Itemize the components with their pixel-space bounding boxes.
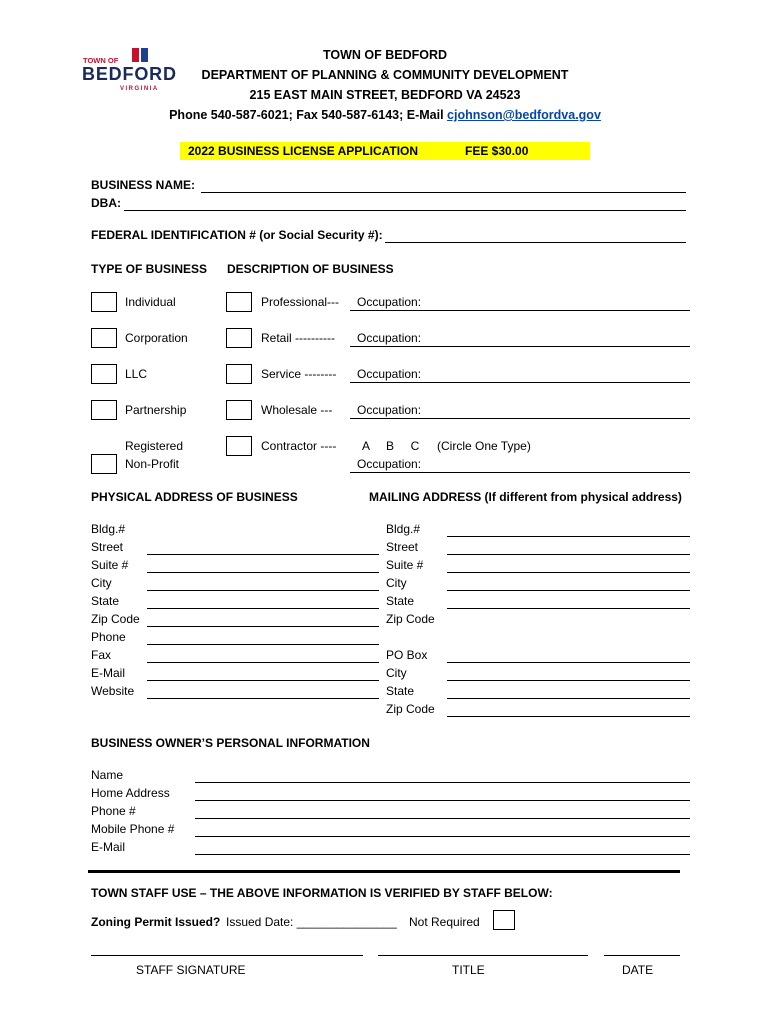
circle-one-type-note: (Circle One Type) bbox=[437, 439, 531, 453]
business-name-label: BUSINESS NAME: bbox=[91, 178, 196, 192]
owner-phone-label: Phone # bbox=[91, 804, 136, 818]
physical-email-label: E-Mail bbox=[91, 666, 126, 680]
mailing-state-field[interactable] bbox=[447, 608, 690, 609]
mailing-po-city-field[interactable] bbox=[447, 680, 690, 681]
physical-street-field[interactable] bbox=[147, 554, 379, 555]
owner-home-address-field[interactable] bbox=[195, 800, 690, 801]
retail-label: Retail ---------- bbox=[261, 331, 335, 345]
business-name-field[interactable] bbox=[201, 192, 686, 193]
service-occupation-field[interactable] bbox=[350, 382, 690, 383]
corporation-label: Corporation bbox=[125, 331, 188, 345]
mailing-city-label: City bbox=[386, 576, 407, 590]
email-link[interactable]: cjohnson@bedfordva.gov bbox=[447, 108, 601, 122]
owner-email-field[interactable] bbox=[195, 854, 690, 855]
header-phone-fax: Phone 540-587-6021; Fax 540-587-6143; E-Mail bbox=[169, 108, 448, 122]
physical-city-label: City bbox=[91, 576, 112, 590]
physical-phone-label: Phone bbox=[91, 630, 126, 644]
federal-id-label: FEDERAL IDENTIFICATION # (or Social Security #): bbox=[91, 228, 383, 242]
staff-section-divider bbox=[88, 870, 680, 873]
mailing-po-zip-label: Zip Code bbox=[386, 702, 435, 716]
occupation-label: Occupation: bbox=[357, 403, 422, 417]
staff-date-label: DATE bbox=[622, 963, 654, 977]
individual-label: Individual bbox=[125, 295, 176, 309]
mailing-suite-label: Suite # bbox=[386, 558, 424, 572]
physical-email-field[interactable] bbox=[147, 680, 379, 681]
wholesale-checkbox[interactable] bbox=[226, 400, 252, 420]
staff-title-field[interactable] bbox=[378, 955, 588, 956]
registered-nonprofit-checkbox[interactable] bbox=[91, 454, 117, 474]
dba-field[interactable] bbox=[124, 210, 686, 211]
logo-bedford: BEDFORD bbox=[82, 64, 176, 84]
staff-title-label: TITLE bbox=[452, 963, 485, 977]
mailing-po-box-field[interactable] bbox=[447, 662, 690, 663]
staff-date-field[interactable] bbox=[604, 955, 680, 956]
owner-home-address-label: Home Address bbox=[91, 786, 170, 800]
staff-signature-field[interactable] bbox=[91, 955, 363, 956]
owner-name-label: Name bbox=[91, 768, 124, 782]
issued-date-field[interactable]: Issued Date: _______________ bbox=[226, 915, 397, 929]
logo-town-of: TOWN OF bbox=[83, 56, 119, 65]
owner-phone-field[interactable] bbox=[195, 818, 690, 819]
physical-zip-field[interactable] bbox=[147, 626, 379, 627]
not-required-checkbox[interactable] bbox=[493, 910, 515, 930]
contractor-class-options[interactable]: A B C bbox=[362, 439, 420, 453]
occupation-label: Occupation: bbox=[357, 295, 422, 309]
staff-signature-label: STAFF SIGNATURE bbox=[136, 963, 246, 977]
physical-city-field[interactable] bbox=[147, 590, 379, 591]
mailing-street-field[interactable] bbox=[447, 554, 690, 555]
physical-state-label: State bbox=[91, 594, 120, 608]
mailing-bldg-field[interactable] bbox=[447, 536, 690, 537]
logo-virginia: VIRGINIA bbox=[120, 86, 159, 92]
mailing-suite-field[interactable] bbox=[447, 572, 690, 573]
professional-label: Professional--- bbox=[261, 295, 340, 309]
wholesale-occupation-field[interactable] bbox=[350, 418, 690, 419]
mailing-address-heading: MAILING ADDRESS (If different from physical address) bbox=[369, 490, 682, 504]
header-town: TOWN OF BEDFORD bbox=[322, 48, 448, 62]
professional-checkbox[interactable] bbox=[226, 292, 252, 312]
mailing-po-city-label: City bbox=[386, 666, 407, 680]
retail-checkbox[interactable] bbox=[226, 328, 252, 348]
physical-address-heading: PHYSICAL ADDRESS OF BUSINESS bbox=[91, 490, 298, 504]
header-department: DEPARTMENT OF PLANNING & COMMUNITY DEVELOPMENT bbox=[201, 68, 569, 82]
physical-suite-label: Suite # bbox=[91, 558, 129, 572]
physical-suite-field[interactable] bbox=[147, 572, 379, 573]
contractor-label: Contractor ---- bbox=[261, 439, 337, 453]
owner-email-label: E-Mail bbox=[91, 840, 126, 854]
description-of-business-heading: DESCRIPTION OF BUSINESS bbox=[227, 262, 394, 276]
header-contact bbox=[0, 108, 770, 122]
llc-label: LLC bbox=[125, 367, 148, 381]
professional-occupation-field[interactable] bbox=[350, 310, 690, 311]
service-label: Service -------- bbox=[261, 367, 337, 381]
header-address: 215 EAST MAIN STREET, BEDFORD VA 24523 bbox=[249, 88, 521, 102]
physical-fax-label: Fax bbox=[91, 648, 112, 662]
physical-website-label: Website bbox=[91, 684, 135, 698]
physical-zip-label: Zip Code bbox=[91, 612, 140, 626]
corporation-checkbox[interactable] bbox=[91, 328, 117, 348]
wholesale-label: Wholesale --- bbox=[261, 403, 333, 417]
nonprofit-label: Non-Profit bbox=[125, 457, 180, 471]
mailing-zip-label: Zip Code bbox=[386, 612, 435, 626]
not-required-label: Not Required bbox=[409, 915, 480, 929]
mailing-street-label: Street bbox=[386, 540, 419, 554]
dba-label: DBA: bbox=[91, 196, 121, 210]
owner-info-heading: BUSINESS OWNER’S PERSONAL INFORMATION bbox=[91, 736, 370, 750]
llc-checkbox[interactable] bbox=[91, 364, 117, 384]
registered-label: Registered bbox=[125, 439, 184, 453]
service-checkbox[interactable] bbox=[226, 364, 252, 384]
physical-street-label: Street bbox=[91, 540, 124, 554]
application-title: 2022 BUSINESS LICENSE APPLICATION bbox=[188, 144, 419, 158]
mailing-po-state-field[interactable] bbox=[447, 698, 690, 699]
mailing-po-box-label: PO Box bbox=[386, 648, 428, 662]
staff-use-heading: TOWN STAFF USE – THE ABOVE INFORMATION IS VERIFIED BY STAFF BELOW: bbox=[91, 886, 553, 900]
physical-bldg-label: Bldg.# bbox=[91, 522, 126, 536]
owner-mobile-label: Mobile Phone # bbox=[91, 822, 175, 836]
physical-state-field[interactable] bbox=[147, 608, 379, 609]
mailing-bldg-label: Bldg.# bbox=[386, 522, 421, 536]
application-fee: FEE $30.00 bbox=[465, 144, 529, 158]
individual-checkbox[interactable] bbox=[91, 292, 117, 312]
mailing-po-state-label: State bbox=[386, 684, 415, 698]
physical-website-field[interactable] bbox=[147, 698, 379, 699]
physical-fax-field[interactable] bbox=[147, 662, 379, 663]
mailing-po-zip-field[interactable] bbox=[447, 716, 690, 717]
federal-id-field[interactable] bbox=[385, 242, 686, 243]
occupation-label: Occupation: bbox=[357, 457, 422, 471]
occupation-label: Occupation: bbox=[357, 367, 422, 381]
partnership-checkbox[interactable] bbox=[91, 400, 117, 420]
physical-phone-field[interactable] bbox=[147, 644, 379, 645]
mailing-city-field[interactable] bbox=[447, 590, 690, 591]
type-of-business-heading: TYPE OF BUSINESS bbox=[91, 262, 208, 276]
contractor-occupation-field[interactable] bbox=[350, 472, 690, 473]
owner-mobile-field[interactable] bbox=[195, 836, 690, 837]
retail-occupation-field[interactable] bbox=[350, 346, 690, 347]
contractor-checkbox[interactable] bbox=[226, 436, 252, 456]
owner-name-field[interactable] bbox=[195, 782, 690, 783]
occupation-label: Occupation: bbox=[357, 331, 422, 345]
mailing-state-label: State bbox=[386, 594, 415, 608]
partnership-label: Partnership bbox=[125, 403, 187, 417]
zoning-permit-label: Zoning Permit Issued? bbox=[91, 915, 221, 929]
